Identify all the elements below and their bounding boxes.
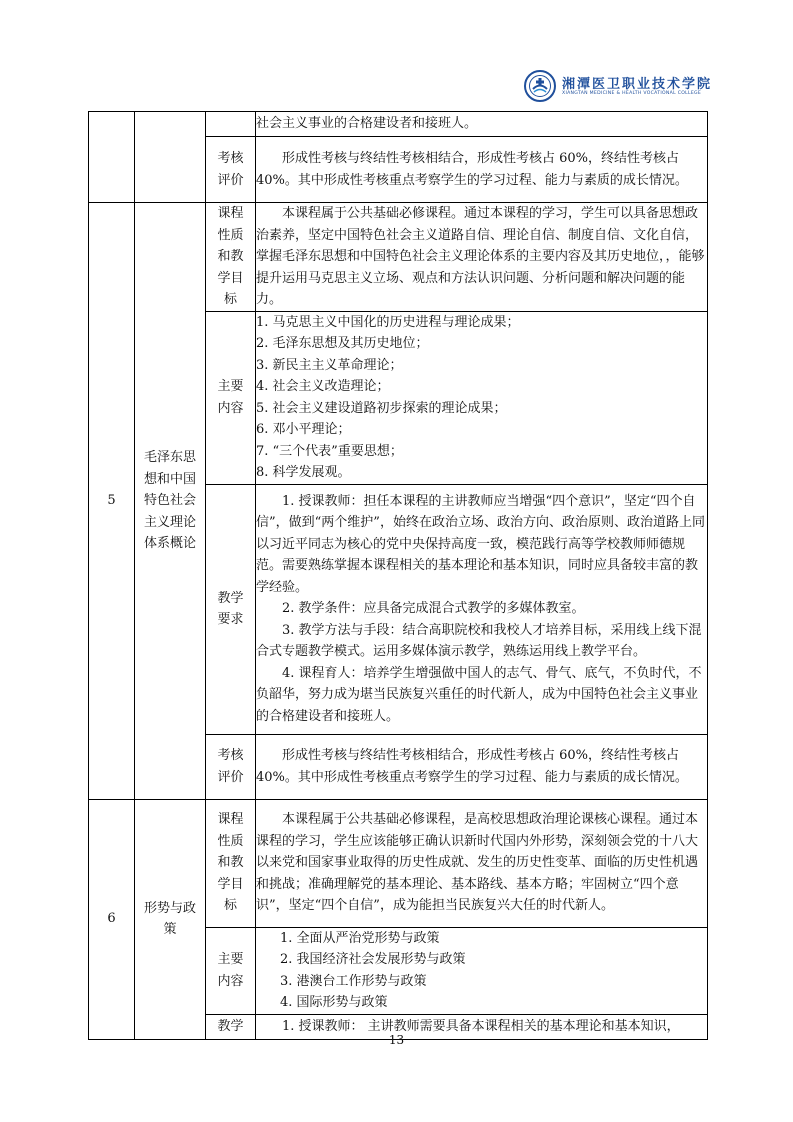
table-row [89, 203, 708, 312]
table-row [89, 112, 708, 137]
course6-number: 6 [89, 799, 135, 1039]
course5-assessment-label: 考核评价 [206, 734, 256, 799]
cont-number-cell [89, 112, 135, 203]
course5-req-text [256, 484, 708, 734]
course6-nature-text: 本课程属于公共基础必修课程，是高校思想政治理论课核心课程。通过本课程的学习，学生应该能够正确认识新时代国内外形势，深刻领会党的十八大以来党和国家事业取得的历史性成就、发生的历史性变革、面临的历史性机遇和挑战；准确理解党的基本理论、基本路线、基本方略；牢固树立“四个意识”，坚定“四个自信”，成为能担当民族复兴大任的时代新人。 [256, 799, 708, 927]
list-item: 4. 社会主义改造理论； [256, 379, 390, 394]
course5-name: 毛泽东思想和中国特色社会主义理论体系概论 [135, 203, 206, 800]
table-row [89, 799, 708, 927]
cont-assessment-text: 形成性考核与终结性考核相结合，形成性考核占 60%，终结性考核占 40%。其中形成性考核重点考察学生的学习过程、能力与素质的成长情况。 [256, 137, 708, 203]
course5-content-label: 主要内容 [206, 311, 256, 484]
page-number: 13 [388, 1033, 405, 1047]
course5-content-list [256, 311, 708, 484]
list-item: 6. 邓小平理论； [256, 422, 351, 437]
list-item: 3. 教学方法与手段：结合高职院校和我校人才培养目标，采用线上线下混合式专题教学模式。运用多媒体演示教学，熟练运用线上教学平台。 [256, 622, 702, 660]
college-name-en: XIANGTAN MEDICINE & HEALTH VOCATIONAL COLLEGE [562, 91, 702, 96]
list-item: 5. 社会主义建设道路初步探索的理论成果； [256, 400, 507, 416]
list-item: 7. “三个代表”重要思想； [256, 443, 403, 459]
list-item: 3. 新民主主义革命理论； [256, 357, 403, 373]
list-item: 1. 全面从严治党形势与政策 [280, 930, 440, 946]
list-item: 4. 课程育人：培养学生增强做中国人的志气、骨气、底气，不负时代，不负韶华，努力成为堪当民族复兴重任的时代新人，成为中国特色社会主义事业的合格建设者和接班人。 [256, 665, 702, 724]
course5-nature-label: 课程性质和教学目标 [206, 203, 256, 312]
list-item: 8. 科学发展观。 [256, 465, 351, 480]
list-item: 2. 我国经济社会发展形势与政策 [280, 952, 466, 967]
college-emblem-icon [524, 70, 556, 102]
course6-name: 形势与政策 [135, 799, 206, 1039]
college-logo [524, 70, 724, 110]
course5-req-label: 教学要求 [206, 484, 256, 734]
list-item: 3. 港澳台工作形势与政策 [280, 973, 427, 989]
list-item: 2. 教学条件：应具备完成混合式教学的多媒体教室。 [282, 601, 585, 617]
list-item: 1. 授课教师：担任本课程的主讲教师应当增强“四个意识”，坚定“四个自信”，做到“两个维护”，始终在政治立场、政治方向、政治原则、政治道路上同以习近平同志为核心的党中央保持高度一致，模范践行高等学校教师师德规范。需要熟练掌握本课程相关的基本理论和基本知识，同时应具备较丰富的教学经验。 [256, 493, 705, 595]
cont-course-cell [135, 112, 206, 203]
course-table [88, 111, 708, 1040]
list-item: 1. 马克思主义中国化的历史进程与理论成果； [256, 314, 520, 330]
cont-label-cell [206, 112, 256, 137]
list-item: 4. 国际形势与政策 [280, 995, 388, 1010]
course6-req-text: 1. 授课教师： 主讲教师需要具备本课程相关的基本理论和基本知识， [256, 1014, 708, 1039]
course6-nature-label: 课程性质和教学目标 [206, 799, 256, 927]
cont-req-tail: 社会主义事业的合格建设者和接班人。 [256, 112, 708, 137]
course6-req-label: 教学 [206, 1014, 256, 1039]
course6-content-label: 主要内容 [206, 927, 256, 1014]
cont-assessment-label: 考核评价 [206, 137, 256, 203]
course6-content-list [256, 927, 708, 1014]
course5-number: 5 [89, 203, 135, 800]
college-name-cn: 湘潭医卫职业技术学院 [562, 77, 713, 92]
list-item: 2. 毛泽东思想及其历史地位； [256, 336, 429, 351]
course5-nature-text: 本课程属于公共基础必修课程。通过本课程的学习，学生可以具备思想政治素养，坚定中国特色社会主义道路自信、理论自信、制度自信、文化自信，掌握毛泽东思想和中国特色社会主义理论体系的主要内容及其历史地位，，能够提升运用马克思主义立场、观点和方法认识问题、分析问题和解决问题的能力。 [256, 203, 708, 312]
course5-assessment-text: 形成性考核与终结性考核相结合，形成性考核占 60%，终结性考核占 40%。其中形成性考核重点考察学生的学习过程、能力与素质的成长情况。 [256, 734, 708, 799]
